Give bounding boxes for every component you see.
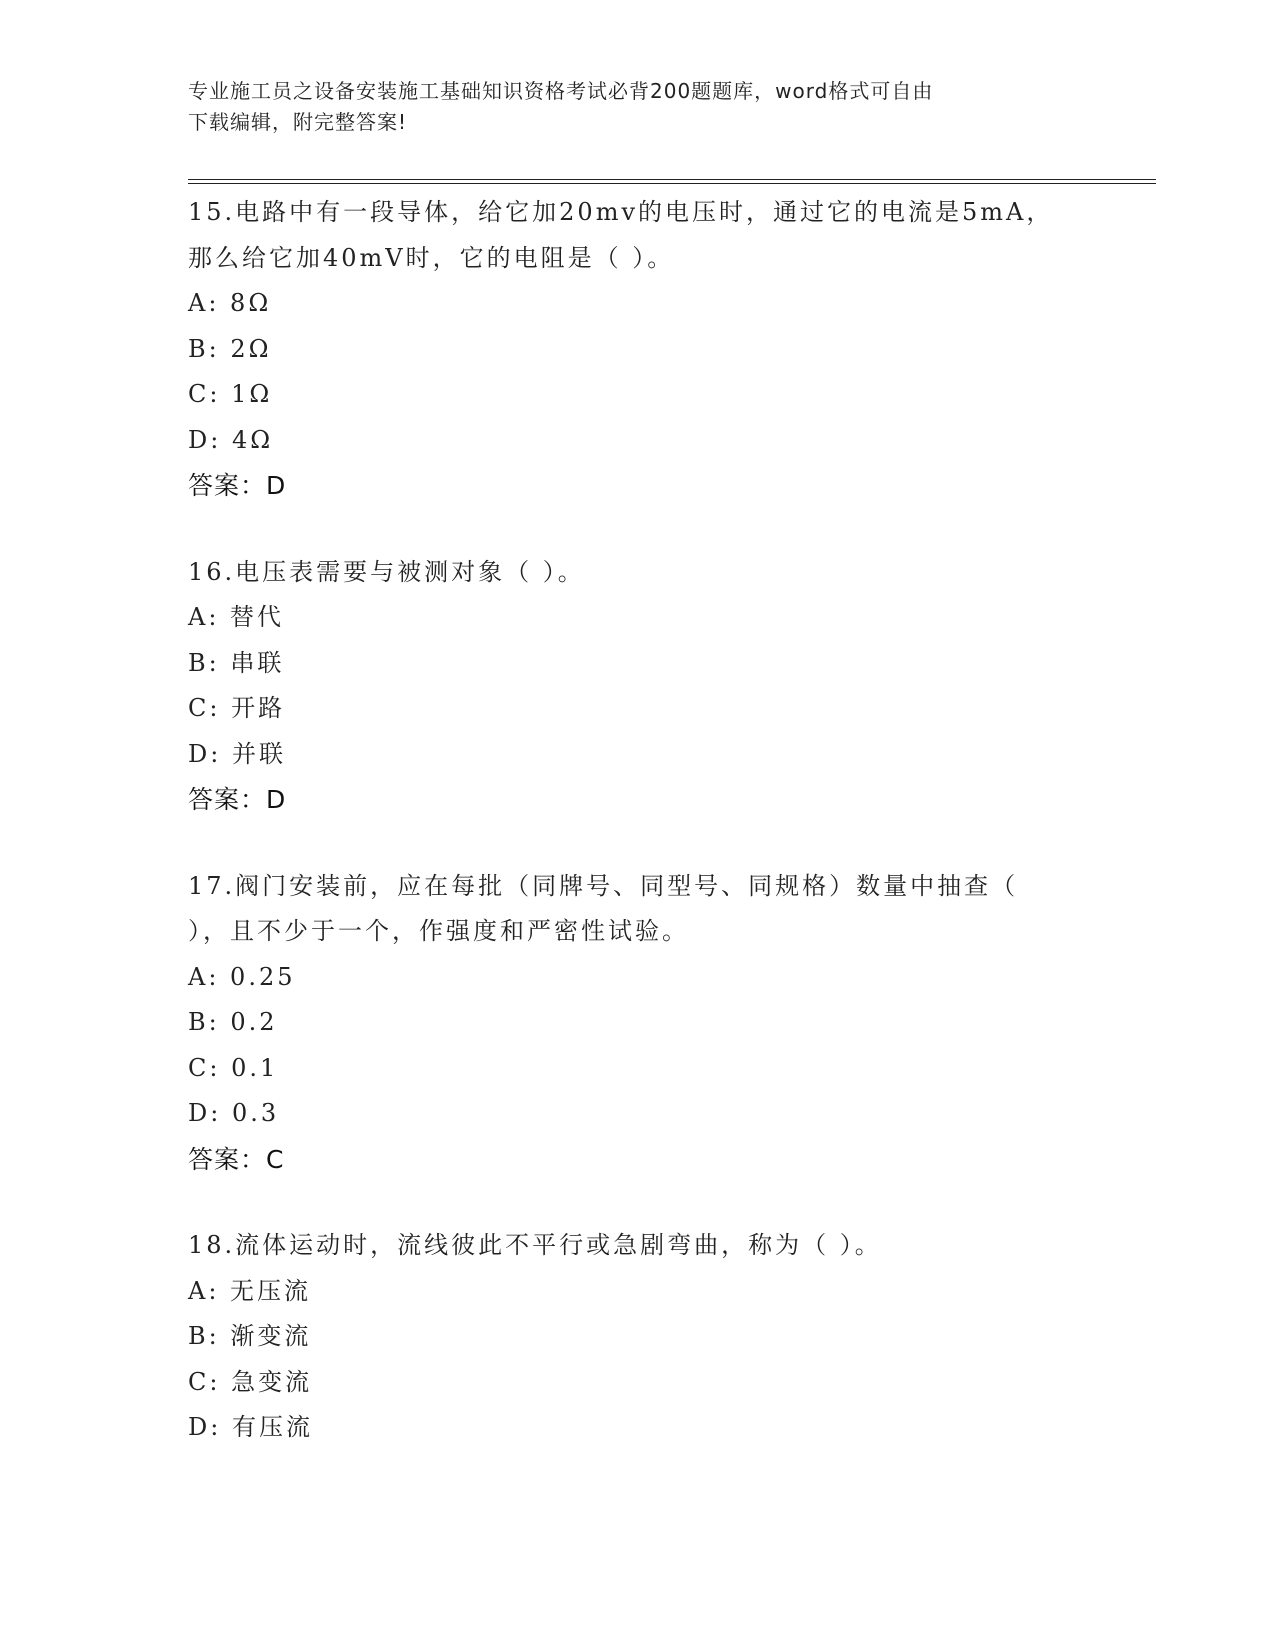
document-header [188,76,1068,138]
header-line-1: 专业施工员之设备安装施工基础知识资格考试必背200题题库，word格式可自由 [188,79,934,103]
header-divider-top [188,179,1156,180]
question-text-line: 18.流体运动时，流线彼此不平行或急剧弯曲，称为（ ）。 [188,1231,882,1259]
option-a: A: 8Ω [188,289,272,317]
question-17 [188,864,1088,1183]
header-line-2: 下载编辑，附完整答案! [188,110,408,134]
question-18 [188,1223,1088,1451]
option-b: B: 0.2 [188,1008,278,1036]
option-d: D: 0.3 [188,1099,280,1127]
question-16 [188,550,1088,823]
option-a: A: 无压流 [188,1276,312,1305]
question-text-line: 那么给它加40mV时，它的电阻是（ ）。 [188,243,675,272]
option-d: D: 4Ω [188,425,274,454]
option-c: C: 0.1 [188,1053,279,1082]
option-a: A: 0.25 [188,962,296,991]
option-d: D: 有压流 [188,1413,313,1441]
option-c: C: 1Ω [188,380,273,408]
question-list [188,190,1088,1492]
answer: 答案：D [188,785,287,814]
question-text-line: 15.电路中有一段导体，给它加20mv的电压时，通过它的电流是5mA， [188,198,1054,226]
question-15 [188,190,1088,509]
option-d: D: 并联 [188,739,286,768]
question-text-line: ），且不少于一个，作强度和严密性试验。 [188,917,689,945]
answer: 答案：D [188,471,287,500]
option-b: B: 渐变流 [188,1322,312,1350]
header-divider-bottom [188,183,1156,184]
option-b: B: 2Ω [188,334,272,363]
option-a: A: 替代 [188,603,285,631]
option-c: C: 急变流 [188,1367,313,1396]
answer: 答案：C [188,1144,285,1174]
option-b: B: 串联 [188,648,285,677]
option-c: C: 开路 [188,694,286,722]
question-text-line: 16.电压表需要与被测对象（ ）。 [188,557,585,586]
question-text-line: 17.阀门安装前，应在每批（同牌号、同型号、同规格）数量中抽查（ [188,871,1019,900]
